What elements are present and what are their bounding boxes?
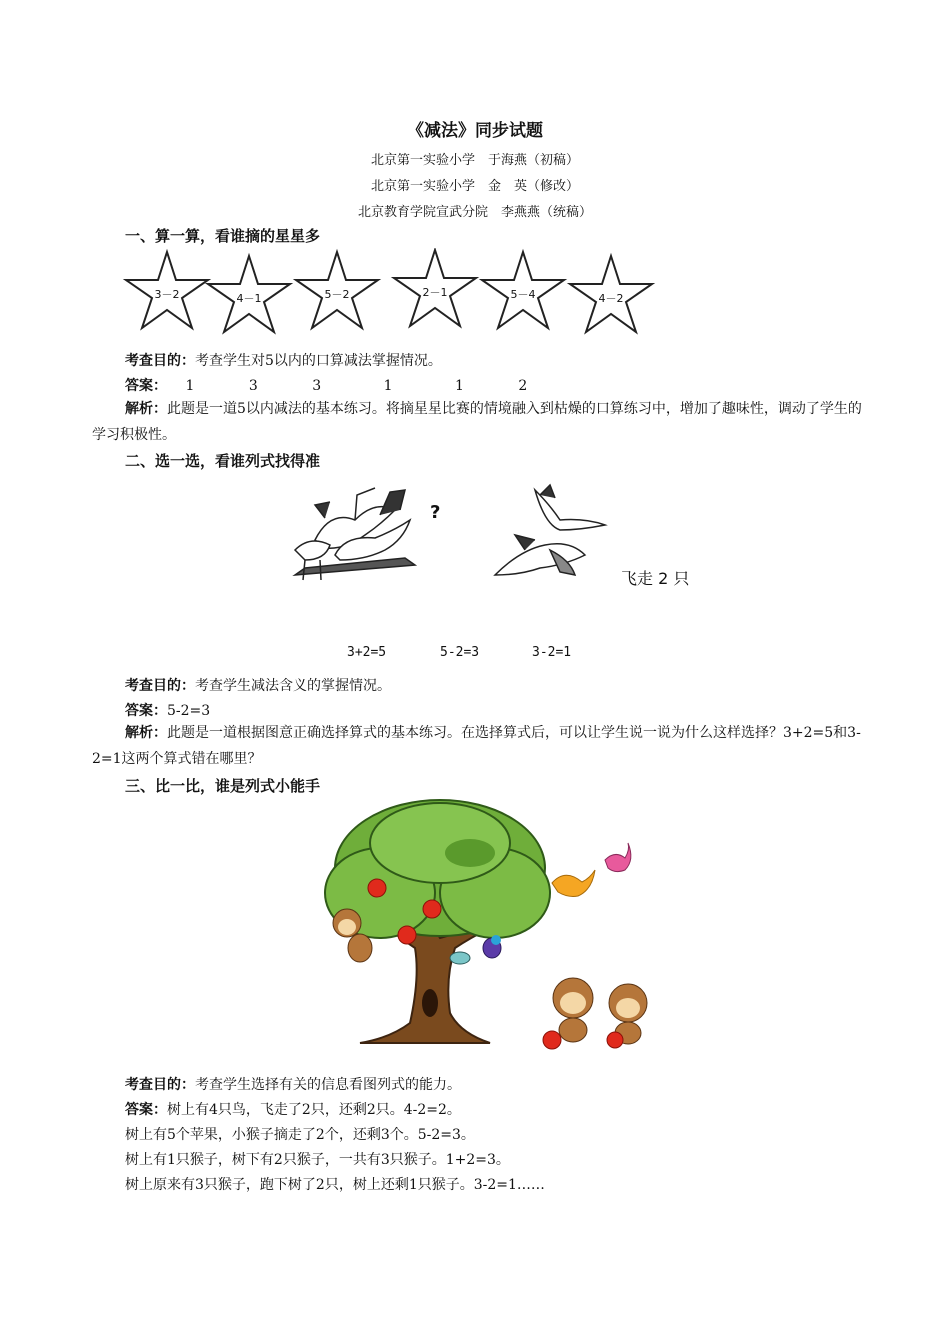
- answer-value-5: 1: [454, 378, 464, 394]
- analysis-text: 此题是一道5以内减法的基本练习。将摘星星比赛的情境融入到枯燥的口算练习中，增加了趣味性，调动了学生的学习积极性。: [92, 401, 862, 443]
- purpose-text: 考查学生选择有关的信息看图列式的能力。: [195, 1077, 461, 1093]
- section2-purpose: [125, 675, 391, 695]
- section1-heading: 一、算一算，看谁摘的星星多: [125, 227, 321, 245]
- flying-bird-yellow: [552, 870, 595, 897]
- monkeys-under-tree: [553, 978, 647, 1044]
- author-line-3: 北京教育学院宣武分院 李燕燕（统稿）: [357, 205, 592, 220]
- option-1: 3+2=5: [347, 645, 387, 660]
- section2-answer: [125, 700, 210, 720]
- star-row: [120, 248, 660, 336]
- author-line-2: 北京第一实验小学 金 英（修改）: [370, 179, 579, 194]
- answer-line-2: 树上有5个苹果，小猴子摘走了2个，还剩3个。5-2=3。: [125, 1127, 475, 1143]
- answer-line-3: 树上有1只猴子，树下有2只猴子，一共有3只猴子。1+2=3。: [125, 1152, 510, 1168]
- star-2-label: 4－1: [236, 292, 262, 305]
- answer-value-6: 2: [518, 378, 528, 394]
- answer-value-3: 3: [312, 378, 322, 394]
- purpose-text: 考查学生对5以内的口算减法掌握情况。: [195, 353, 442, 369]
- author-line-1: 北京第一实验小学 于海燕（初稿）: [370, 153, 579, 168]
- analysis-label: 解析：: [125, 725, 167, 741]
- question-mark: ?: [430, 502, 441, 523]
- section1-analysis: [92, 396, 862, 448]
- answer-line-4: 树上原来有3只猴子，跑下树了2只，树上还剩1只猴子。3-2=1……: [125, 1177, 545, 1193]
- answer-label: 答案：: [125, 1102, 167, 1118]
- section3-purpose: [125, 1074, 461, 1094]
- star-3-label: 5－2: [324, 288, 350, 301]
- crane-group-left: [295, 488, 415, 580]
- answer-label: 答案：: [125, 703, 167, 719]
- answer-value-1: 1: [185, 378, 195, 394]
- answer-text: 5-2=3: [167, 703, 211, 719]
- tree-illustration: [320, 798, 670, 1058]
- section2-analysis: [92, 720, 862, 772]
- star-5-label: 5－4: [510, 288, 536, 301]
- option-2: 5-2=3: [440, 645, 480, 660]
- cranes-illustration: [285, 480, 705, 590]
- star-1-label: 3－2: [154, 288, 180, 301]
- answer-value-4: 1: [383, 378, 393, 394]
- purpose-label: 考查目的：: [125, 678, 195, 694]
- fly-away-label: 飞走 2 只: [621, 569, 690, 588]
- section1-answer: [125, 375, 527, 395]
- answer-label: 答案：: [125, 378, 167, 394]
- purpose-label: 考查目的：: [125, 353, 195, 369]
- purpose-text: 考查学生减法含义的掌握情况。: [195, 678, 391, 694]
- option-3: 3-2=1: [532, 645, 572, 660]
- crane-group-right: [495, 485, 605, 575]
- section3-heading: 三、比一比，谁是列式小能手: [125, 777, 321, 795]
- section2-heading: 二、选一选，看谁列式找得准: [125, 452, 321, 470]
- analysis-text: 此题是一道根据图意正确选择算式的基本练习。在选择算式后，可以让学生说一说为什么这样选择？3+2=5和3-2=1这两个算式错在哪里？: [92, 725, 861, 767]
- page-title: 《减法》同步试题: [407, 121, 543, 141]
- star-6-label: 4－2: [598, 292, 624, 305]
- flying-bird-pink: [605, 843, 631, 872]
- purpose-label: 考查目的：: [125, 1077, 195, 1093]
- answer-line-1: 树上有4只鸟，飞走了2只，还剩2只。4-2=2。: [167, 1102, 461, 1118]
- section3-answer: [125, 1099, 461, 1119]
- section1-purpose: [125, 350, 442, 370]
- analysis-label: 解析：: [125, 401, 167, 417]
- star-4-label: 2－1: [422, 286, 448, 299]
- answer-value-2: 3: [248, 378, 258, 394]
